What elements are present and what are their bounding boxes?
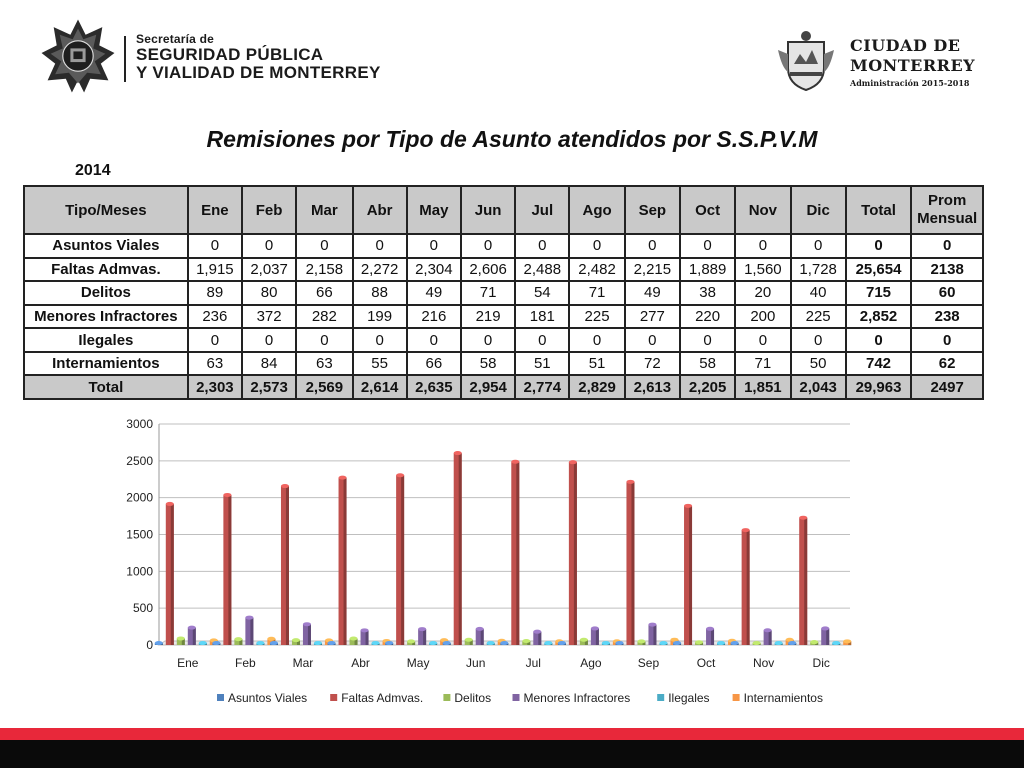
row-label: Ilegales bbox=[24, 328, 188, 352]
bar-cap bbox=[615, 641, 623, 645]
table-row bbox=[24, 305, 983, 329]
table-cell: 89 bbox=[188, 281, 242, 305]
bar-shade bbox=[653, 625, 656, 645]
legend-swatch bbox=[657, 694, 664, 701]
bar-shade bbox=[193, 628, 196, 645]
page-title: Remisiones por Tipo de Asunto atendidos por S.S.P.V.M bbox=[206, 126, 818, 152]
bar-cap bbox=[487, 641, 495, 645]
bar-cap bbox=[418, 627, 426, 631]
bar-shade bbox=[171, 504, 174, 645]
bar-cap bbox=[684, 504, 692, 508]
row-total: 25,654 bbox=[846, 258, 912, 282]
city-crest-logo bbox=[776, 28, 836, 94]
row-label: Delitos bbox=[24, 281, 188, 305]
bar-shade bbox=[250, 618, 253, 645]
table-cell: 72 bbox=[625, 352, 680, 376]
table-cell: 236 bbox=[188, 305, 242, 329]
bar-shade bbox=[344, 478, 347, 645]
bar-shade bbox=[711, 629, 714, 645]
table-cell: 0 bbox=[680, 234, 735, 258]
table-cell: 55 bbox=[353, 352, 407, 376]
table-cell: 80 bbox=[242, 281, 296, 305]
bar-cap bbox=[188, 626, 196, 630]
table-cell: 2,304 bbox=[407, 258, 461, 282]
bar-cap bbox=[626, 480, 634, 484]
column-header: Ago bbox=[569, 186, 624, 234]
total-cell: 2,569 bbox=[296, 375, 352, 399]
organization-name bbox=[136, 32, 381, 82]
table-cell: 66 bbox=[296, 281, 352, 305]
table-cell: 0 bbox=[461, 234, 515, 258]
table-row bbox=[24, 281, 983, 305]
table-cell: 200 bbox=[735, 305, 790, 329]
page-header bbox=[0, 0, 1024, 110]
bar-cap bbox=[407, 639, 415, 643]
total-cell: 2,613 bbox=[625, 375, 680, 399]
column-header: Prom Mensual bbox=[911, 186, 983, 234]
table-cell: 0 bbox=[515, 328, 569, 352]
bar-cap bbox=[199, 641, 207, 645]
table-cell: 84 bbox=[242, 352, 296, 376]
bar-shade bbox=[689, 506, 692, 645]
table-cell: 282 bbox=[296, 305, 352, 329]
bar-cap bbox=[223, 493, 231, 497]
bar-shade bbox=[459, 453, 462, 645]
bar-cap bbox=[212, 641, 220, 645]
table-cell: 50 bbox=[791, 352, 846, 376]
bar-cap bbox=[314, 641, 322, 645]
bar-cap bbox=[788, 641, 796, 645]
city-name-block bbox=[850, 36, 975, 88]
bar-cap bbox=[706, 627, 714, 631]
table-total-row bbox=[24, 375, 983, 399]
bar-cap bbox=[731, 641, 739, 645]
table-cell: 225 bbox=[569, 305, 624, 329]
bar-cap bbox=[843, 639, 851, 643]
bar-cap bbox=[166, 502, 174, 506]
table-cell: 220 bbox=[680, 305, 735, 329]
table-cell: 219 bbox=[461, 305, 515, 329]
total-cell: 2,829 bbox=[569, 375, 624, 399]
table-cell: 0 bbox=[515, 234, 569, 258]
table-cell: 49 bbox=[625, 281, 680, 305]
table-body bbox=[24, 234, 983, 399]
legend-swatch bbox=[733, 694, 740, 701]
bar-cap bbox=[695, 640, 703, 644]
table-cell: 0 bbox=[353, 328, 407, 352]
table-row bbox=[24, 234, 983, 258]
bar-cap bbox=[637, 639, 645, 643]
bar-cap bbox=[753, 641, 761, 645]
bar-cap bbox=[350, 637, 358, 641]
column-header: Sep bbox=[625, 186, 680, 234]
table-cell: 0 bbox=[625, 234, 680, 258]
y-tick-label: 1000 bbox=[126, 564, 153, 579]
remisiones-bar-chart bbox=[115, 412, 875, 712]
bar-cap bbox=[673, 641, 681, 645]
table-cell: 0 bbox=[407, 328, 461, 352]
x-tick-label: May bbox=[406, 656, 430, 670]
footer-red-stripe bbox=[0, 728, 1024, 740]
table-cell: 0 bbox=[407, 234, 461, 258]
org-line-2: SEGURIDAD PÚBLICA bbox=[136, 45, 324, 64]
row-total: 2,852 bbox=[846, 305, 912, 329]
bar-shade bbox=[538, 632, 541, 645]
column-header: Oct bbox=[680, 186, 735, 234]
table-cell: 1,889 bbox=[680, 258, 735, 282]
table-cell: 20 bbox=[735, 281, 790, 305]
x-tick-label: Jun bbox=[466, 656, 486, 670]
row-average: 0 bbox=[911, 234, 983, 258]
bar-shade bbox=[286, 486, 289, 645]
total-cell: 2,205 bbox=[680, 375, 735, 399]
bar-cap bbox=[256, 641, 264, 645]
bar-cap bbox=[476, 627, 484, 631]
table-cell: 0 bbox=[353, 234, 407, 258]
legend-swatch bbox=[513, 694, 520, 701]
bar-shade bbox=[516, 462, 519, 645]
table-cell: 372 bbox=[242, 305, 296, 329]
grand-total: 29,963 bbox=[846, 375, 912, 399]
y-tick-label: 2500 bbox=[126, 453, 153, 468]
table-cell: 51 bbox=[515, 352, 569, 376]
bar-shade bbox=[401, 475, 404, 645]
bar-cap bbox=[764, 628, 772, 632]
column-header: Feb bbox=[242, 186, 296, 234]
legend-swatch bbox=[443, 694, 450, 701]
table-cell: 2,272 bbox=[353, 258, 407, 282]
bar-cap bbox=[511, 460, 519, 464]
bar-cap bbox=[602, 641, 610, 645]
column-header: Mar bbox=[296, 186, 352, 234]
x-tick-label: Dic bbox=[812, 656, 830, 670]
x-tick-label: Feb bbox=[235, 656, 256, 670]
column-header: Dic bbox=[791, 186, 846, 234]
table-header-row bbox=[24, 186, 983, 234]
total-row-label: Total bbox=[24, 375, 188, 399]
bar-shade bbox=[596, 628, 599, 645]
table-cell: 54 bbox=[515, 281, 569, 305]
table-cell: 2,482 bbox=[569, 258, 624, 282]
row-total: 715 bbox=[846, 281, 912, 305]
column-header: Abr bbox=[353, 186, 407, 234]
total-cell: 2,614 bbox=[353, 375, 407, 399]
column-header: Jul bbox=[515, 186, 569, 234]
column-header: Jun bbox=[461, 186, 515, 234]
table-cell: 0 bbox=[791, 234, 846, 258]
row-label: Internamientos bbox=[24, 352, 188, 376]
row-total: 0 bbox=[846, 328, 912, 352]
table-cell: 2,488 bbox=[515, 258, 569, 282]
y-tick-label: 3000 bbox=[126, 417, 153, 431]
bar-cap bbox=[361, 628, 369, 632]
bar-cap bbox=[799, 516, 807, 520]
x-tick-label: Oct bbox=[696, 656, 716, 670]
table-cell: 63 bbox=[188, 352, 242, 376]
org-line-1: Secretaría de bbox=[136, 32, 214, 46]
bar-cap bbox=[385, 641, 393, 645]
x-tick-label: Ago bbox=[580, 656, 602, 670]
bar-cap bbox=[234, 637, 242, 641]
legend-swatch bbox=[217, 694, 224, 701]
total-cell: 1,851 bbox=[735, 375, 790, 399]
bar-shade bbox=[308, 624, 311, 645]
bar-cap bbox=[177, 636, 185, 640]
table-cell: 0 bbox=[296, 328, 352, 352]
legend-label: Delitos bbox=[454, 691, 492, 705]
x-tick-label: Ene bbox=[177, 656, 199, 670]
row-average: 2138 bbox=[911, 258, 983, 282]
table-cell: 2,606 bbox=[461, 258, 515, 282]
table-cell: 216 bbox=[407, 305, 461, 329]
table-cell: 0 bbox=[569, 234, 624, 258]
y-tick-label: 2000 bbox=[126, 490, 153, 505]
legend-label: Ilegales bbox=[668, 691, 710, 705]
row-average: 238 bbox=[911, 305, 983, 329]
table-cell: 2,037 bbox=[242, 258, 296, 282]
bar-cap bbox=[281, 484, 289, 488]
bar-cap bbox=[500, 641, 508, 645]
x-tick-label: Sep bbox=[637, 656, 660, 670]
table-cell: 71 bbox=[569, 281, 624, 305]
table-cell: 2,215 bbox=[625, 258, 680, 282]
table-row bbox=[24, 328, 983, 352]
table-cell: 63 bbox=[296, 352, 352, 376]
table-row bbox=[24, 258, 983, 282]
row-average: 0 bbox=[911, 328, 983, 352]
bar-cap bbox=[443, 641, 451, 645]
x-tick-label: Jul bbox=[525, 656, 541, 670]
bar-cap bbox=[648, 623, 656, 627]
bar-cap bbox=[558, 641, 566, 645]
table-cell: 1,915 bbox=[188, 258, 242, 282]
bar-shade bbox=[366, 630, 369, 645]
bar-cap bbox=[775, 641, 783, 645]
row-label: Menores Infractores bbox=[24, 305, 188, 329]
bar-shade bbox=[804, 518, 807, 645]
table-cell: 0 bbox=[188, 328, 242, 352]
table-cell: 277 bbox=[625, 305, 680, 329]
column-header: Ene bbox=[188, 186, 242, 234]
table-cell: 71 bbox=[735, 352, 790, 376]
city-line-2: MONTERREY bbox=[850, 56, 976, 75]
legend-label: Internamientos bbox=[743, 691, 823, 705]
total-cell: 2,303 bbox=[188, 375, 242, 399]
total-cell: 2,635 bbox=[407, 375, 461, 399]
table-cell: 225 bbox=[791, 305, 846, 329]
table-cell: 181 bbox=[515, 305, 569, 329]
row-average: 62 bbox=[911, 352, 983, 376]
bar-cap bbox=[742, 528, 750, 532]
bar-cap bbox=[522, 639, 530, 643]
bar-cap bbox=[544, 641, 552, 645]
bar-cap bbox=[821, 626, 829, 630]
bar-cap bbox=[659, 641, 667, 645]
table-cell: 0 bbox=[625, 328, 680, 352]
bar-shade bbox=[228, 495, 231, 645]
city-line-1: CIUDAD DE bbox=[850, 36, 961, 55]
column-header: Total bbox=[846, 186, 912, 234]
police-badge-logo bbox=[40, 18, 116, 94]
bar-shade bbox=[769, 630, 772, 645]
administration-period: Administración 2015-2018 bbox=[850, 78, 970, 88]
x-tick-label: Abr bbox=[351, 656, 370, 670]
table-cell: 0 bbox=[296, 234, 352, 258]
bar-cap bbox=[832, 641, 840, 645]
bar-shade bbox=[574, 462, 577, 645]
table-cell: 1,728 bbox=[791, 258, 846, 282]
table-cell: 51 bbox=[569, 352, 624, 376]
bar-cap bbox=[717, 641, 725, 645]
table-cell: 38 bbox=[680, 281, 735, 305]
column-header: Nov bbox=[735, 186, 790, 234]
bar-cap bbox=[328, 641, 336, 645]
table-row bbox=[24, 352, 983, 376]
year-label: 2014 bbox=[75, 162, 111, 179]
bar-cap bbox=[292, 638, 300, 642]
legend-label: Faltas Admvas. bbox=[341, 691, 424, 705]
bar-cap bbox=[454, 451, 462, 455]
bar-cap bbox=[465, 638, 473, 642]
table-cell: 0 bbox=[188, 234, 242, 258]
table-cell: 0 bbox=[791, 328, 846, 352]
bar-cap bbox=[591, 626, 599, 630]
header-divider bbox=[124, 36, 126, 82]
table-cell: 0 bbox=[680, 328, 735, 352]
table-cell: 2,158 bbox=[296, 258, 352, 282]
table-cell: 71 bbox=[461, 281, 515, 305]
table-cell: 0 bbox=[242, 328, 296, 352]
table-cell: 66 bbox=[407, 352, 461, 376]
legend-label: Menores Infractores bbox=[523, 691, 631, 705]
y-tick-label: 1500 bbox=[126, 527, 153, 542]
table-cell: 88 bbox=[353, 281, 407, 305]
bar-shade bbox=[826, 628, 829, 645]
y-tick-label: 0 bbox=[146, 638, 153, 652]
y-tick-label: 500 bbox=[132, 601, 153, 616]
bar-cap bbox=[396, 473, 404, 477]
table-cell: 49 bbox=[407, 281, 461, 305]
org-line-3: Y VIALIDAD DE MONTERREY bbox=[136, 63, 381, 82]
row-average: 60 bbox=[911, 281, 983, 305]
grand-average: 2497 bbox=[911, 375, 983, 399]
table-cell: 58 bbox=[680, 352, 735, 376]
remisiones-table bbox=[23, 185, 984, 400]
total-cell: 2,043 bbox=[791, 375, 846, 399]
bar-cap bbox=[267, 637, 275, 641]
table-cell: 199 bbox=[353, 305, 407, 329]
table-cell: 0 bbox=[569, 328, 624, 352]
row-label: Faltas Admvas. bbox=[24, 258, 188, 282]
bar-shade bbox=[423, 629, 426, 645]
bar-cap bbox=[569, 460, 577, 464]
table-cell: 40 bbox=[791, 281, 846, 305]
total-cell: 2,573 bbox=[242, 375, 296, 399]
column-header: Tipo/Meses bbox=[24, 186, 188, 234]
bar-cap bbox=[372, 641, 380, 645]
x-tick-label: Mar bbox=[292, 656, 314, 670]
row-total: 742 bbox=[846, 352, 912, 376]
bar-cap bbox=[429, 641, 437, 645]
table-cell: 0 bbox=[735, 328, 790, 352]
bar-cap bbox=[303, 622, 311, 626]
bar-cap bbox=[245, 616, 253, 620]
bar-shade bbox=[481, 629, 484, 645]
footer-black-band bbox=[0, 740, 1024, 768]
bar-cap bbox=[580, 638, 588, 642]
column-header: May bbox=[407, 186, 461, 234]
table-cell: 0 bbox=[461, 328, 515, 352]
bar-shade bbox=[631, 482, 634, 645]
x-tick-label: Nov bbox=[752, 656, 775, 670]
row-total: 0 bbox=[846, 234, 912, 258]
bar-cap bbox=[155, 641, 163, 645]
bar-cap bbox=[270, 641, 278, 645]
bar-shade bbox=[747, 530, 750, 645]
total-cell: 2,774 bbox=[515, 375, 569, 399]
bar-cap bbox=[810, 640, 818, 644]
bar-cap bbox=[339, 476, 347, 480]
row-label: Asuntos Viales bbox=[24, 234, 188, 258]
bar-cap bbox=[533, 630, 541, 634]
table-cell: 58 bbox=[461, 352, 515, 376]
table-cell: 1,560 bbox=[735, 258, 790, 282]
legend-label: Asuntos Viales bbox=[228, 691, 308, 705]
table-cell: 0 bbox=[735, 234, 790, 258]
legend-swatch bbox=[330, 694, 337, 701]
total-cell: 2,954 bbox=[461, 375, 515, 399]
table-cell: 0 bbox=[242, 234, 296, 258]
